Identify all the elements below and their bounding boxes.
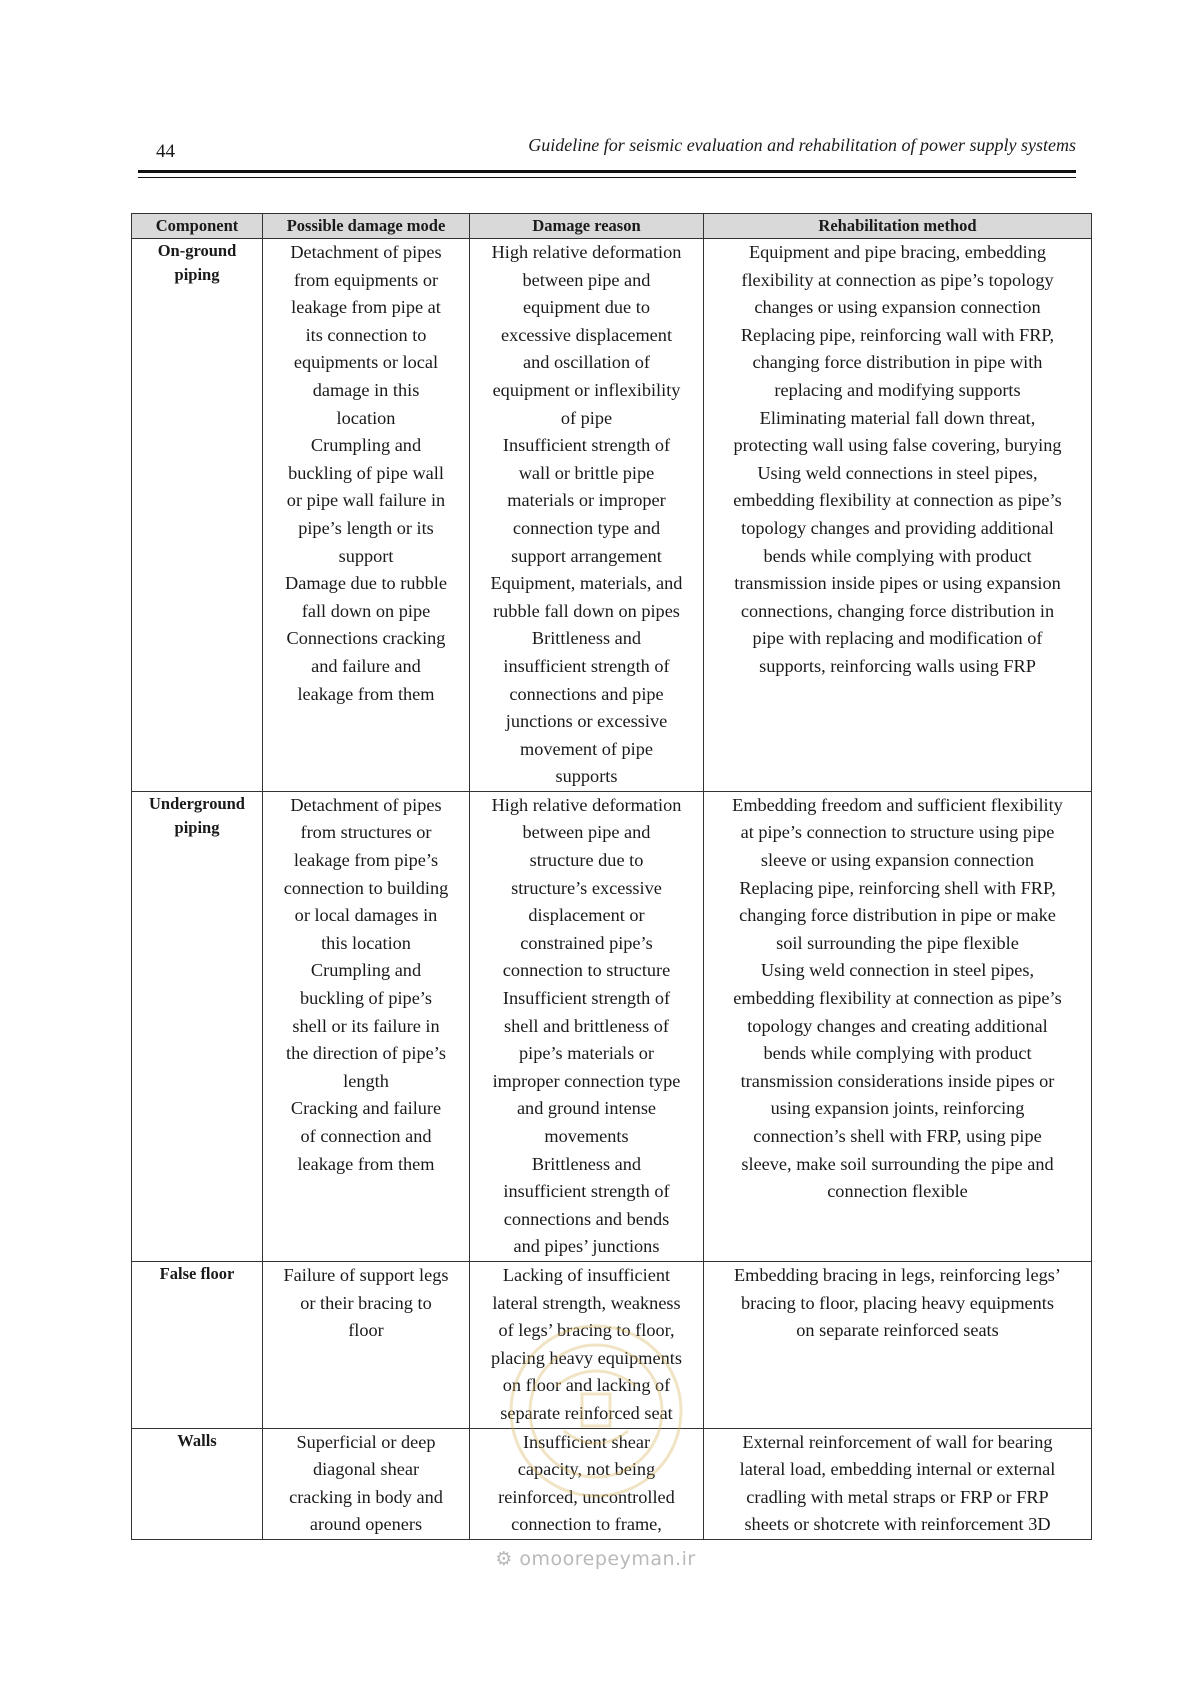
cell-line: transmission inside pipes or using expansion [734,573,1061,594]
cell-line: cracking in body and [289,1486,443,1507]
cell-line: between pipe and [522,822,651,843]
cell-line: bracing to floor, placing heavy equipments [740,1292,1054,1313]
cell-damage-reason [470,791,704,1261]
cell-line: diagonal shear [312,1459,420,1480]
cell-line: Detachment of pipes [290,794,442,815]
table-body [132,239,1092,1540]
cell-line: wall or brittle pipe [518,462,655,483]
cell-line: transmission considerations inside pipes or [740,1070,1055,1091]
cell-line: and oscillation of [523,352,650,373]
cell-line: Insufficient strength of [502,988,671,1009]
cell-line: or pipe wall failure in [286,490,446,511]
cell-line: improper connection type [492,1070,681,1091]
cell-line: Embedding freedom and sufficient flexibility [732,794,1063,815]
cell-line: connections and pipe [509,683,664,704]
table-row [132,1261,1092,1428]
cell-line: structure’s excessive [511,877,662,898]
cell-line: support arrangement [511,545,662,566]
cell-line: movement of pipe [519,738,653,759]
cell-line: Using weld connection in steel pipes, [760,960,1035,981]
cell-line: its connection to [305,324,427,345]
cell-line: Brittleness and [531,628,642,649]
cell-line: placing heavy equipments [491,1347,682,1368]
cell-line: topology changes and creating additional [747,1015,1048,1036]
cell-damage-mode [263,1428,470,1539]
cell-line: using expansion joints, reinforcing [770,1098,1025,1119]
table-row [132,1428,1092,1539]
cell-line: insufficient strength of [503,655,670,676]
cell-rehabilitation [704,1428,1092,1539]
cell-line: around openers [309,1514,423,1535]
cell-component [132,239,263,792]
cell-line: lateral strength, weakness [492,1292,681,1313]
cell-line: replacing and modifying supports [774,379,1021,400]
cell-line: displacement or [528,905,645,926]
cell-line: Insufficient shear [522,1431,651,1452]
cell-line: External reinforcement of wall for bearing [742,1431,1053,1452]
cell-line: flexibility at connection as pipe’s topology [741,269,1054,290]
cell-line: pipe’s materials or [518,1043,655,1064]
cell-line: Equipment, materials, and [490,573,683,594]
cell-line: bends while complying with product [763,1043,1032,1064]
cell-line: On-ground [157,241,237,260]
cell-line: Underground [149,793,245,813]
running-header-title: Guideline for seismic evaluation and rehabilitation of power supply systems [528,135,1076,155]
cell-damage-mode [263,239,470,792]
column-header-damage-mode: Possible damage mode [263,214,470,239]
cell-line: Crumpling and [310,960,422,981]
cell-line: leakage from them [297,683,435,704]
cell-line: or their bracing to [300,1292,432,1313]
cell-line: floor [348,1320,384,1341]
watermark-text [0,1548,1191,1570]
cell-damage-mode [263,791,470,1261]
cell-line: Detachment of pipes [290,242,442,262]
cell-line: Cracking and failure [290,1098,442,1119]
damage-table [131,213,1092,1540]
cell-line: embedding flexibility at connection as pipe’s [733,988,1062,1009]
cell-line: buckling of pipe wall [288,462,444,483]
cell-damage-reason [470,239,704,792]
cell-line: Replacing pipe, reinforcing wall with FRP, [740,324,1055,345]
header-rule-thick [138,170,1076,173]
cell-line: at pipe’s connection to structure using pipe [740,822,1055,843]
cell-rehabilitation [704,791,1092,1261]
cell-line: connection flexible [827,1181,968,1202]
cell-line: equipment or inflexibility [492,379,681,400]
cell-line: High relative deformation [491,794,682,815]
cell-damage-reason [470,1261,704,1428]
column-header-damage-reason: Damage reason [470,214,704,239]
cell-line: Damage due to rubble [285,573,447,594]
cell-line: Failure of support legs [283,1264,449,1285]
cell-line: connection to structure [502,960,671,981]
cell-line: of pipe [560,407,613,428]
cell-line: buckling of pipe’s [299,988,432,1009]
cell-line: leakage from pipe’s [293,850,439,871]
cell-line: connections, changing force distribution in [740,600,1055,621]
cell-line: insufficient strength of [503,1181,670,1202]
cell-line: sleeve or using expansion connection [760,850,1035,871]
table-header-row [132,214,1092,239]
cell-line: High relative deformation [491,242,682,262]
cell-line: lateral load, embedding internal or external [739,1459,1056,1480]
cell-line: changing force distribution in pipe with [752,352,1043,373]
cell-line: Superficial or deep [296,1431,436,1452]
cell-component [132,1428,263,1539]
column-header-rehabilitation: Rehabilitation method [704,214,1092,239]
cell-line: shell and brittleness of [503,1015,669,1036]
cell-line: of connection and [300,1126,432,1146]
cell-line: from structures or [300,822,432,843]
cell-line: or local damages in [294,905,438,926]
cell-line: leakage from them [297,1153,435,1174]
column-header-component: Component [132,214,263,239]
table-row [132,239,1092,792]
cell-line: protecting wall using false covering, burying [733,435,1062,456]
cell-line: Walls [177,1430,217,1450]
watermark-gear-icon: ⚙ [495,1548,513,1570]
cell-line: Insufficient strength of [502,435,671,456]
cell-line: Equipment and pipe bracing, embedding [749,242,1046,262]
cell-line: connection to building [283,877,449,898]
cell-damage-mode [263,1261,470,1428]
cell-line: excessive displacement [500,324,673,345]
cell-line: Connections cracking [286,628,446,649]
cell-line: equipments or local [293,352,439,373]
cell-line: connection type and [512,517,661,538]
header-rule-thin [138,177,1076,178]
cell-line: soil surrounding the pipe flexible [776,932,1019,953]
cell-damage-reason [470,1428,704,1539]
cell-line: changing force distribution in pipe or make [739,905,1056,926]
cell-line: connection’s shell with FRP, using pipe [753,1126,1042,1146]
cell-line: Using weld connections in steel pipes, [757,462,1038,483]
cell-line: cradling with metal straps or FRP or FRP [746,1486,1049,1507]
cell-line: support [338,545,394,566]
cell-line: this location [321,932,411,953]
cell-line: piping [174,265,220,284]
cell-line: the direction of pipe’s [286,1043,446,1064]
cell-line: equipment due to [523,297,650,318]
page-number: 44 [156,141,175,162]
cell-line: Crumpling and [310,435,422,456]
cell-line: pipe with replacing and modification of [752,628,1043,649]
cell-line: changes or using expansion connection [754,297,1041,318]
cell-line: False floor [159,1263,235,1283]
cell-line: supports [555,766,618,787]
cell-line: sheets or shotcrete with reinforcement 3D [744,1514,1051,1535]
table-row [132,791,1092,1261]
cell-line: sleeve, make soil surrounding the pipe and [741,1153,1054,1174]
cell-line: between pipe and [522,269,651,290]
cell-line: supports, reinforcing walls using FRP [759,655,1036,676]
cell-line: length [343,1070,389,1091]
cell-line: materials or improper [507,490,666,511]
cell-line: Lacking of insufficient [502,1264,671,1285]
cell-line: and ground intense [516,1098,657,1119]
cell-line: topology changes and providing additional [741,517,1054,538]
cell-line: structure due to [529,850,644,871]
cell-line: rubble fall down on pipes [493,600,680,621]
cell-line: connections and bends [503,1208,670,1229]
cell-line: shell or its failure in [292,1015,440,1036]
watermark-site: omoorepeyman.ir [519,1548,696,1570]
cell-line: embedding flexibility at connection as pipe’s [733,490,1062,511]
cell-line: and pipes’ junctions [513,1236,660,1257]
cell-line: on separate reinforced seats [796,1320,999,1341]
cell-line: junctions or excessive [505,711,668,732]
cell-component [132,791,263,1261]
cell-line: and failure and [311,655,421,676]
cell-line: connection to frame, [511,1514,662,1535]
cell-component [132,1261,263,1428]
cell-line: bends while complying with product [763,545,1032,566]
cell-line: piping [174,817,220,837]
cell-line: movements [544,1126,629,1146]
cell-line: location [336,407,396,428]
cell-line: reinforced, uncontrolled [498,1486,675,1507]
cell-line: on floor and lacking of [502,1375,671,1396]
cell-line: damage in this [312,379,420,400]
cell-line: Eliminating material fall down threat, [759,407,1036,428]
cell-rehabilitation [704,239,1092,792]
cell-rehabilitation [704,1261,1092,1428]
cell-line: Embedding bracing in legs, reinforcing legs’ [734,1264,1061,1285]
cell-line: constrained pipe’s [520,932,653,953]
cell-line: fall down on pipe [301,600,431,621]
cell-line: separate reinforced seat [500,1402,673,1423]
cell-line: of legs’ bracing to floor, [498,1320,675,1341]
cell-line: Replacing pipe, reinforcing shell with FRP, [739,877,1056,898]
cell-line: pipe’s length or its [298,517,434,538]
cell-line: capacity, not being [517,1459,656,1480]
cell-line: leakage from pipe at [291,297,441,318]
cell-line: from equipments or [293,269,439,290]
cell-line: Brittleness and [531,1153,642,1174]
